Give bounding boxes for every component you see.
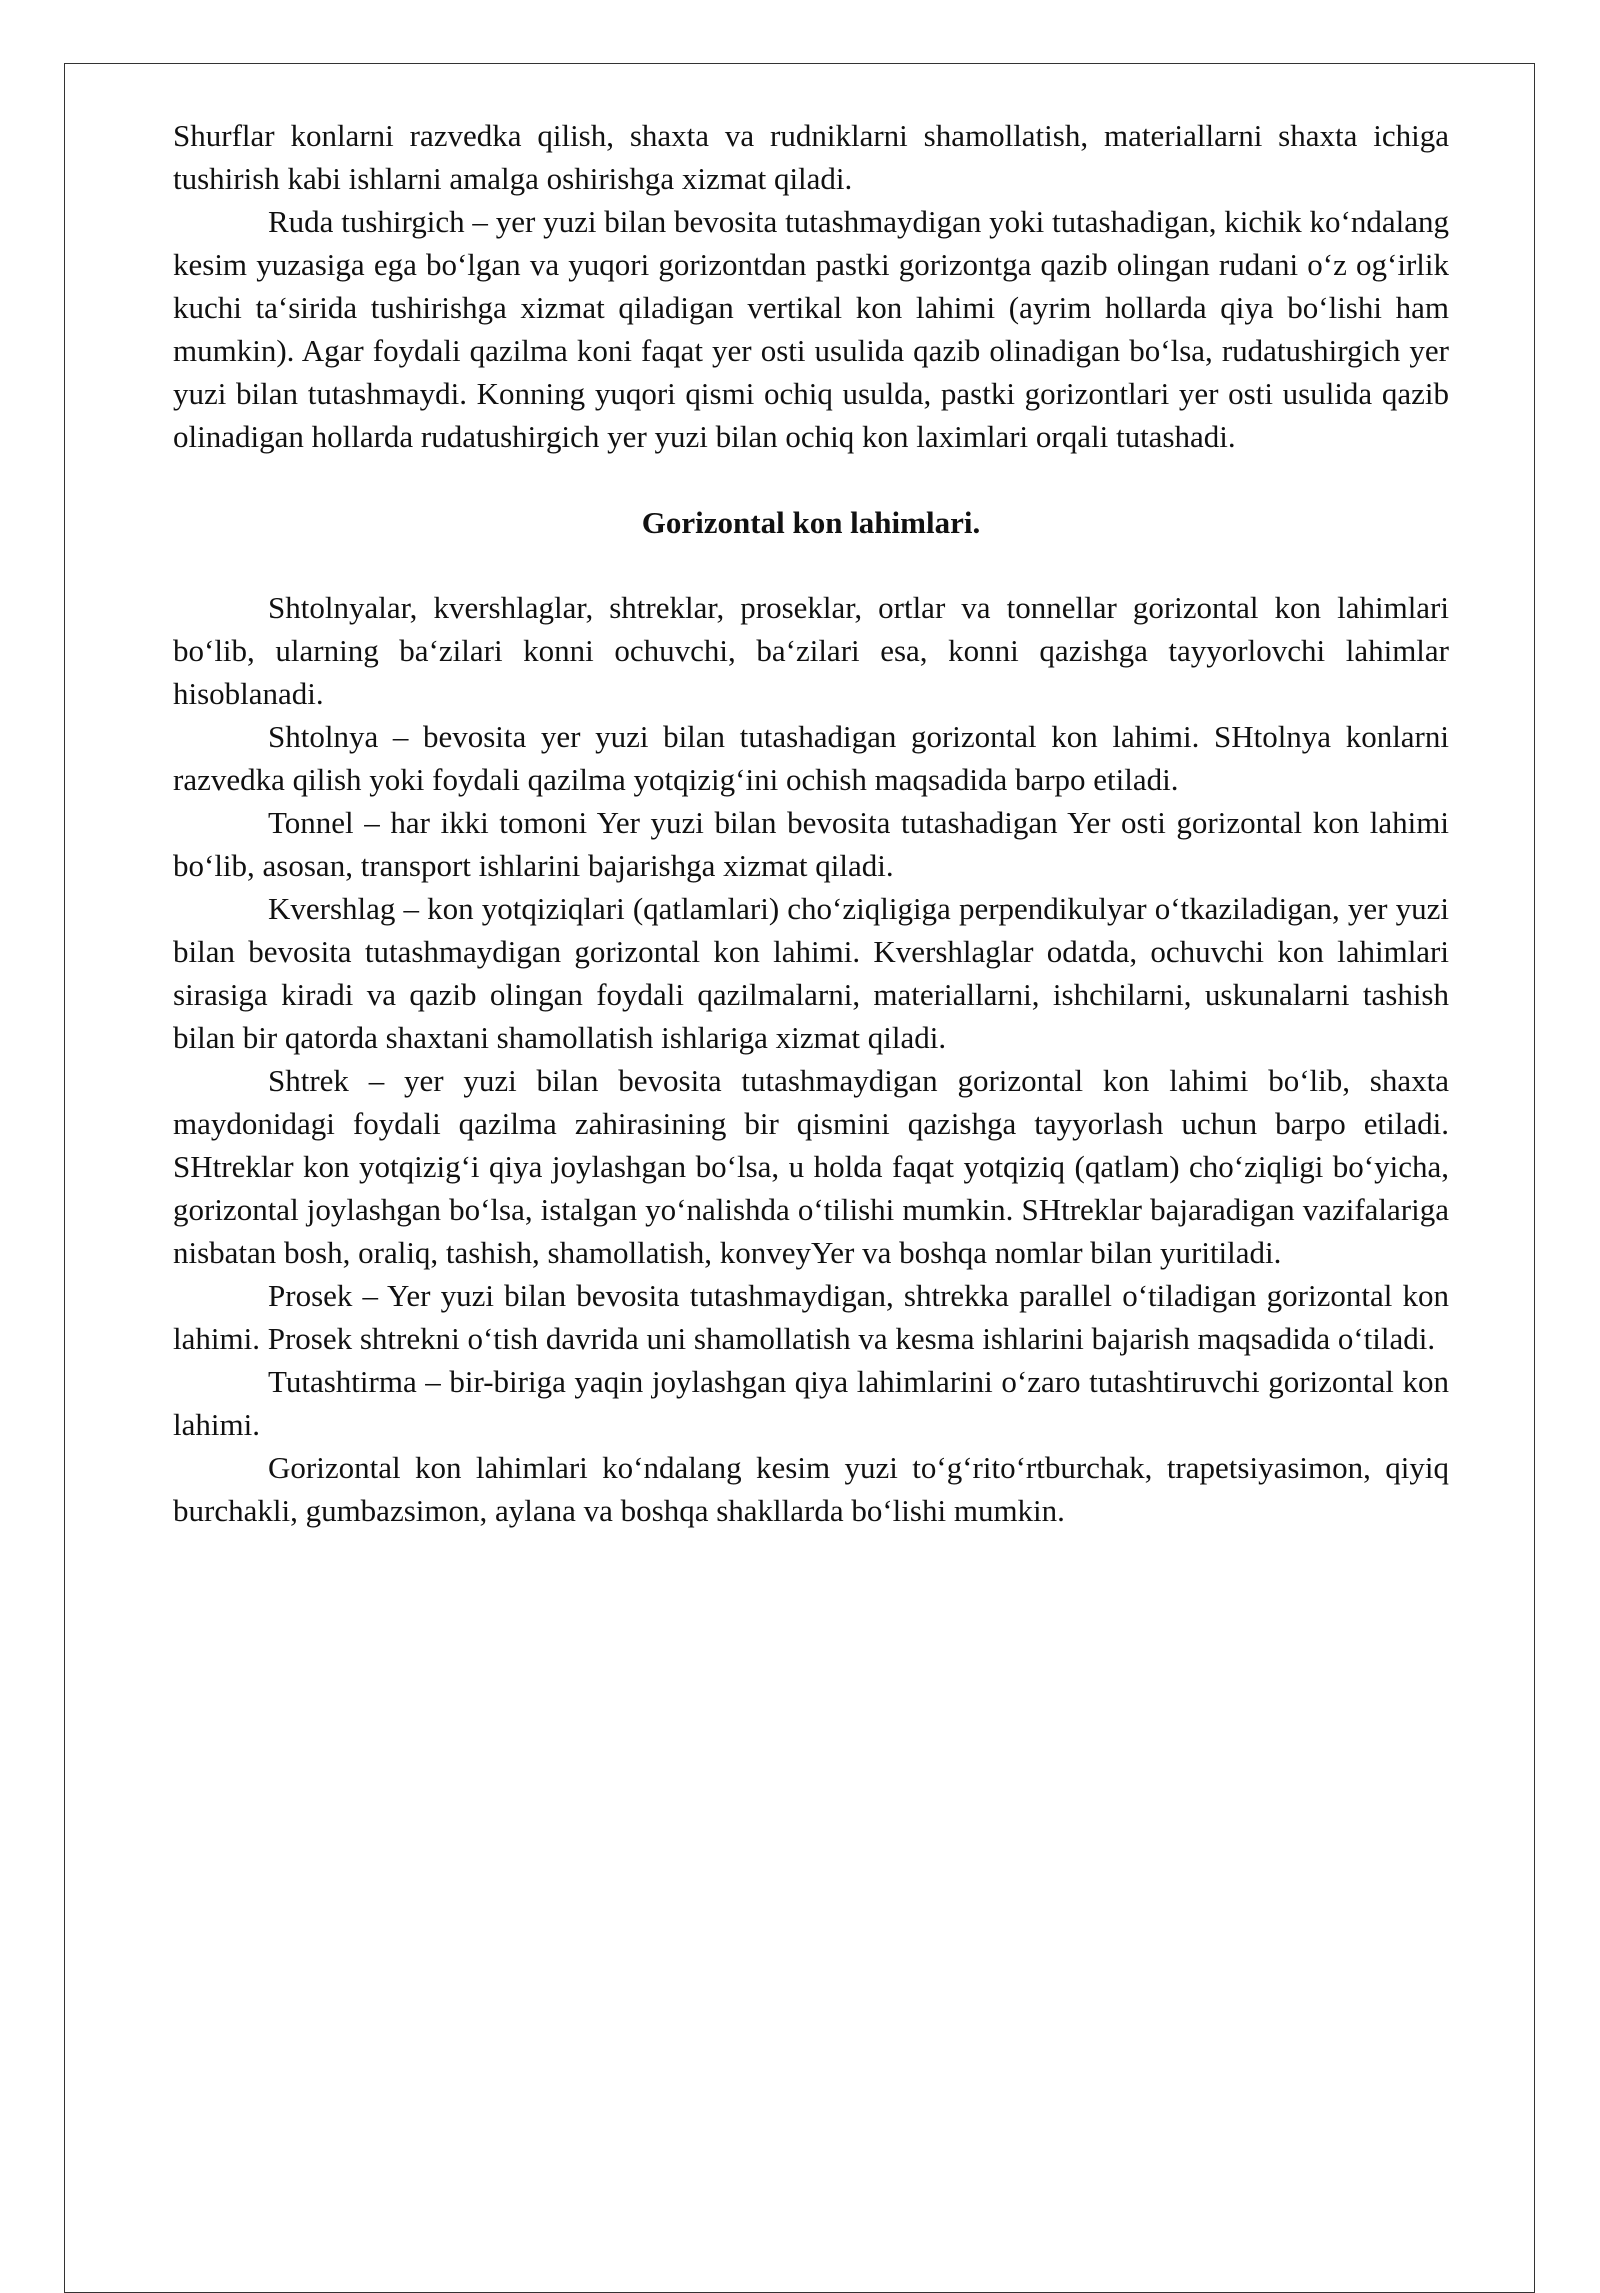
paragraph-prosek: Prosek – Yer yuzi bilan bevosita tutashmaydigan, shtrekka parallel o‘tiladigan gorizontal kon lahimi. Prosek shtrekni o‘tish davrida uni shamollatish va kesma ishlarini bajarish maqsadida o‘tiladi.	[173, 1278, 1449, 1356]
document-body	[173, 114, 1449, 1532]
paragraph-ruda-tushirgich: Ruda tushirgich – yer yuzi bilan bevosita tutashmaydigan yoki tutashadigan, kichik ko‘ndalang kesim yuzasiga ega bo‘lgan va yuqori gorizontdan pastki gorizontga qazib olingan rudani o‘z og‘irlik kuchi ta‘sirida tushirishga xizmat qiladigan vertikal kon lahimi (ayrim hollarda qiya bo‘lishi ham mumkin). Agar foydali qazilma koni faqat yer osti usulida qazib olinadigan bo‘lsa, rudatushirgich yer yuzi bilan tutashmaydi. Konning yuqori qismi ochiq usulda, pastki gorizontlari yer osti usulida qazib olinadigan hollarda rudatushirgich yer yuzi bilan ochiq kon laximlari orqali tutashadi.	[173, 204, 1449, 454]
section-heading: Gorizontal kon lahimlari.	[641, 505, 981, 540]
paragraph-tutashtirma: Tutashtirma – bir-biriga yaqin joylashgan qiya lahimlarini o‘zaro tutashtiruvchi gorizontal kon lahimi.	[173, 1364, 1449, 1442]
paragraph-tonnel: Tonnel – har ikki tomoni Yer yuzi bilan bevosita tutashadigan Yer osti gorizontal kon lahimi bo‘lib, asosan, transport ishlarini bajarishga xizmat qiladi.	[173, 805, 1449, 883]
paragraph-kvershlag: Kvershlag – kon yotqiziqlari (qatlamlari) cho‘ziqligiga perpendikulyar o‘tkaziladigan, yer yuzi bilan bevosita tutashmaydigan gorizontal kon lahimi. Kvershlaglar odatda, ochuvchi kon lahimlari sirasiga kiradi va qazib olingan foydali qazilmalarni, materiallarni, ishchilarni, uskunalarni tashish bilan bir qatorda shaxtani shamollatish ishlariga xizmat qiladi.	[173, 891, 1449, 1055]
paragraph-kesim-shakllari: Gorizontal kon lahimlari ko‘ndalang kesim yuzi to‘g‘rito‘rtburchak, trapetsiyasimon, qiyiq burchakli, gumbazsimon, aylana va boshqa shakllarda bo‘lishi mumkin.	[173, 1450, 1449, 1528]
paragraph-shtrek: Shtrek – yer yuzi bilan bevosita tutashmaydigan gorizontal kon lahimi bo‘lib, shaxta maydonidagi foydali qazilma zahirasining bir qismini qazishga tayyorlash uchun barpo etiladi. SHtreklar kon yotqizig‘i qiya joylashgan bo‘lsa, u holda faqat yotqiziq (qatlam) cho‘ziqligi bo‘yicha, gorizontal joylashgan bo‘lsa, istalgan yo‘nalishda o‘tilishi mumkin. SHtreklar bajaradigan vazifalariga nisbatan bosh, oraliq, tashish, shamollatish, konveyYer va boshqa nomlar bilan yuritiladi.	[173, 1063, 1449, 1270]
paragraph-shurflar: Shurflar konlarni razvedka qilish, shaxta va rudniklarni shamollatish, materiallarni shaxta ichiga tushirish kabi ishlarni amalga oshirishga xizmat qiladi.	[173, 118, 1449, 196]
paragraph-shtolnya: Shtolnya – bevosita yer yuzi bilan tutashadigan gorizontal kon lahimi. SHtolnya konlarni razvedka qilish yoki foydali qazilma yotqizig‘ini ochish maqsadida barpo etiladi.	[173, 719, 1449, 797]
paragraph-shtolnyalar: Shtolnyalar, kvershlaglar, shtreklar, proseklar, ortlar va tonnellar gorizontal kon lahimlari bo‘lib, ularning ba‘zilari konni ochuvchi, ba‘zilari esa, konni qazishga tayyorlovchi lahimlar hisoblanadi.	[173, 590, 1449, 711]
